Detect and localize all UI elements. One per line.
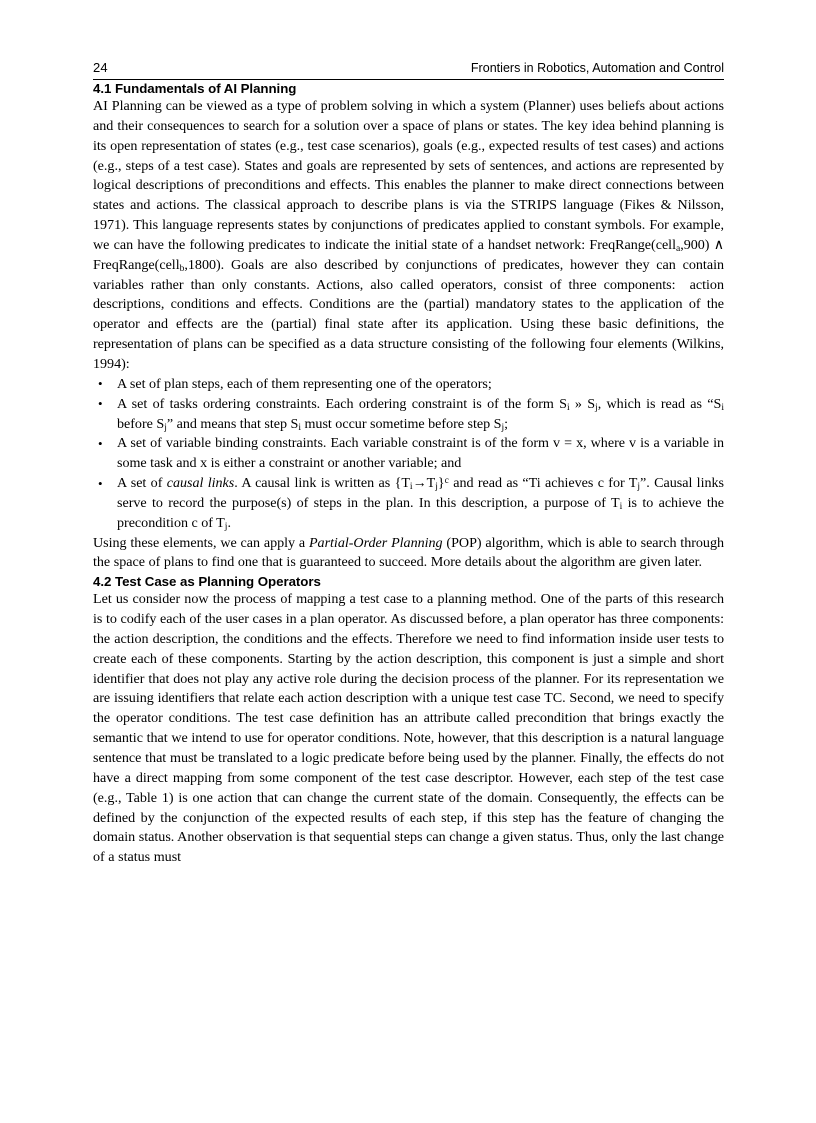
book-title: Frontiers in Robotics, Automation and Control [470,61,724,75]
freq-range-a-text: to indicate the initial state of a handset network: FreqRange(cell [309,236,676,253]
emphasis-partial-order-planning: Partial-Order Planning [308,534,443,551]
emphasis-causal-links: causal links [166,475,235,492]
section-heading-4-1: 4.1 Fundamentals of AI Planning [93,81,297,96]
subscript-i: i [298,421,301,433]
list-item-ordering-constraints: • A set of tasks ordering constraints. Each ordering constraint is of the form $S_i$ » $S_j$, which is read as “$S_i$ before $S_j$” and means that step $S_i$ must occur sometime before step $S_j$; [93,395,724,435]
subscript-j: j [164,421,167,433]
paragraph-4-1-closing: Using these elements, we can apply a Partial-Order Planning (POP) algorithm, which is able to search through the space of plans to find one that is guaranteed to succeed. More details about the algorithm are given later. [93,534,725,571]
subscript-i: i [721,401,724,413]
subscript-j: j [637,481,641,493]
subscript-i: i [409,481,413,493]
plan-elements-list [93,375,724,534]
list-item-variable-binding: • A set of variable binding constraints. Each variable constraint is of the form v = x, where v is a variable in some task and x is either a constraint or another variable; and [93,434,724,474]
page-number: 24 [93,60,108,75]
page-content [93,60,724,868]
freq-range-b-text: FreqRange(cell [93,256,180,273]
section-heading-4-2: 4.2 Test Case as Planning Operators [93,574,321,590]
paragraph-4-2-body: Let us consider now the process of mapping a test case to a planning method. One of the parts of this research is to codify each of the user cases in a plan operator. As discussed before, a plan operator has three components: the action description, the conditions and the effects. Therefore we need to find information inside user tests to create each of these components. Starting by the action description, this component is just a simple and short identifier that does not play any active role during the decision process of the planner. For its representation we are issuing identifiers that relate each action description with a unique test case TC. Second, we need to specify the operator conditions. The test case definition has an attribute called precondition that brings exactly the semantic that we intend to use for operator conditions. Note, however, that this description is a natural language sentence that must be translated to a logic predicate before being used by the planner. Finally, the effects do not have a direct mapping from some component of the test case descriptor. However, each step of the test case (e.g., Table 1) is one action that can change the current state of the domain. Consequently, the effects can be defined by the conjunction of the expected results of each step, if this step has the feature of changing the domain status. Another observation is that sequential steps can change a given status. Thus, only the last change of a status must [93,591,724,866]
freq-range-b-suffix: ,1800). [184,256,225,273]
subscript-i: i [619,500,623,512]
subscript-i: i [566,401,570,413]
superscript-c: c [444,475,449,487]
subscript-b: b [179,262,185,274]
subscript-j: j [595,401,598,413]
subscript-j: j [501,421,505,433]
subscript-j: j [435,481,438,493]
subscript-j: j [224,520,228,532]
freq-range-a-suffix: ,900) ∧ [680,236,724,253]
running-head [93,60,724,80]
list-item-plan-steps: • A set of plan steps, each of them representing one of the operators; [93,375,724,395]
list-item-causal-links: • A set of causal links. A causal link is written as $\{T_i\to T_j\}^c$ and read as “Ti achieves c for $T_j$”. Causal links serve to record the purpose(s) of steps in the plan. In this description, a purpose of $T_i$ is to achieve the precondition c of $T_j$. [93,474,724,534]
subscript-a: a [675,243,681,254]
paragraph-4-1-intro: AI Planning can be viewed as a type of problem solving in which a system (Planner) uses beliefs about actions and their consequences to search for a solution over a space of plans or states. The key idea behind planning is its open representation of states (e.g., test case scenarios), goals (e.g., expected results of test cases) and actions (e.g., steps of a test case). States and goals are represented by sets of sentences, and actions are represented by logical descriptions of preconditions and effects. This enables the planner to make direct connections between states and actions. The classical approach to describe plans is via the STRIPS language (Fikes & Nilsson, 1971). This language represents states by conjunctions of predicates applied to constant symbols. For example, we can have the following predicates to indicate the initial state of a handset network: FreqRange(cell$_a$,900) ∧ FreqRange(cell$_b$,1800). Goals are also described by conjunctions of predicates, however they can contain variables rather than only constants. Actions, also called operators, consist of three components: action descriptions, conditions and effects. Conditions are the (partial) mandatory states to the application of the operator and effects are the (partial) final state after its application. Using these basic definitions, the representation of plans can be specified as a data structure consisting of the following four elements (Wilkins, 1994): [93,98,724,372]
